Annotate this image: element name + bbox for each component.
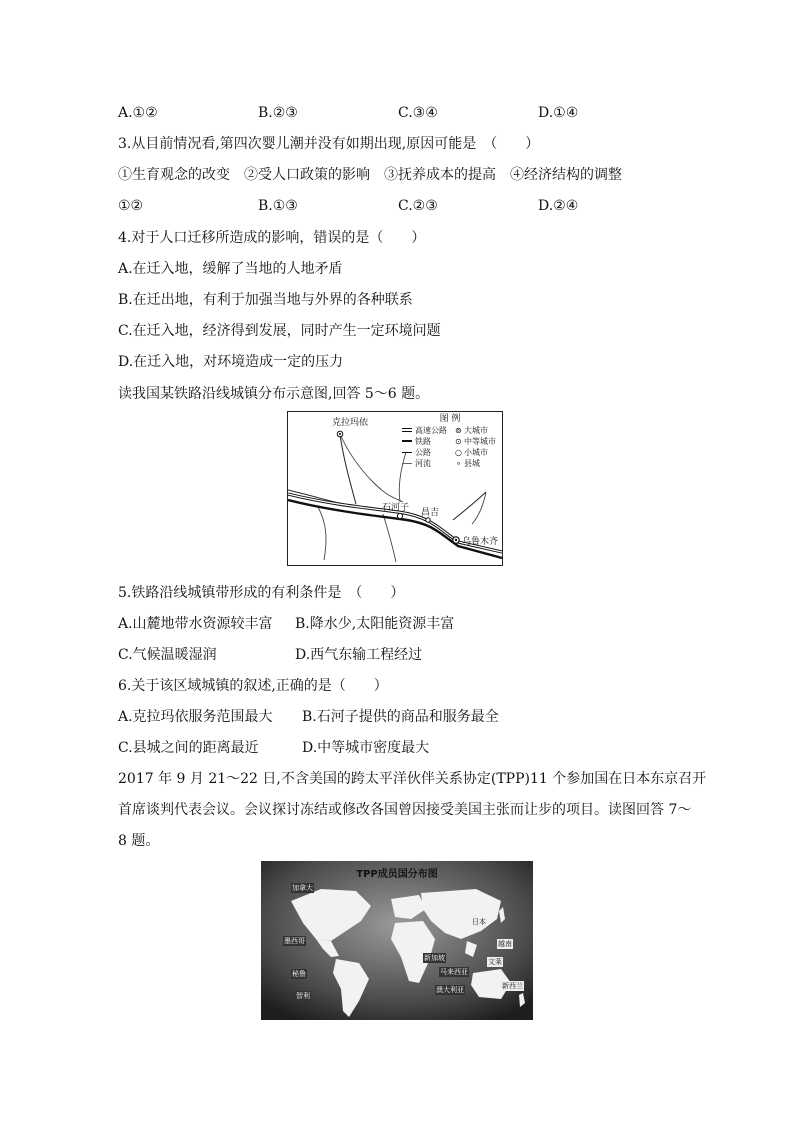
label-canada: 加拿大 bbox=[292, 884, 313, 892]
legend-highway-swatch bbox=[402, 428, 412, 432]
q4-option-c: C.在迁入地，经济得到发展，同时产生一定环境问题 bbox=[118, 323, 441, 339]
river-line bbox=[318, 507, 326, 560]
map-legend bbox=[400, 414, 500, 469]
q3-option-b: B.①③ bbox=[258, 198, 298, 214]
q5-option-c: C.气候温暖湿润 bbox=[118, 647, 217, 663]
legend-title: 图 例 bbox=[439, 414, 461, 424]
q3-items: ①生育观念的改变 ②受人口政策的影响 ③抚养成本的提高 ④经济结构的调整 bbox=[118, 167, 622, 183]
q5-option-b: B.降水少,太阳能资源丰富 bbox=[295, 616, 455, 632]
legend-row bbox=[400, 458, 500, 469]
q3-option-c: C.②③ bbox=[398, 198, 438, 214]
q5-option-a: A.山麓地带水资源较丰富 bbox=[118, 616, 273, 632]
label-singapore: 新加坡 bbox=[424, 954, 445, 962]
big-city-symbol: ⊚ bbox=[455, 426, 462, 435]
legend-row bbox=[400, 425, 500, 436]
label-brunei: 文莱 bbox=[488, 958, 502, 966]
q2-option-a: A.①② bbox=[118, 105, 158, 121]
q2-option-c: C.③④ bbox=[398, 105, 438, 121]
q6-option-d: D.中等城市密度最大 bbox=[302, 740, 430, 756]
label-mexico: 墨西哥 bbox=[284, 937, 305, 945]
legend-small-city: 小城市 bbox=[464, 448, 488, 457]
label-malaysia: 马来西亚 bbox=[440, 968, 468, 976]
q6-option-b: B.石河子提供的商品和服务最全 bbox=[302, 709, 499, 725]
label-changji: 昌吉 bbox=[421, 508, 440, 518]
railway-town-map bbox=[287, 411, 503, 566]
q5-stem: 5.铁路沿线城镇带形成的有利条件是 （ ） bbox=[118, 585, 405, 601]
legend-row bbox=[400, 436, 500, 447]
changji-marker bbox=[426, 518, 430, 522]
q2-option-d: D.①④ bbox=[538, 105, 579, 121]
legend-medium-city: 中等城市 bbox=[464, 437, 496, 446]
q6-option-a: A.克拉玛依服务范围最大 bbox=[118, 709, 273, 725]
label-peru: 秘鲁 bbox=[292, 970, 306, 978]
label-urumqi: 乌鲁木齐 bbox=[462, 537, 499, 547]
legend-road: 公路 bbox=[415, 448, 431, 457]
label-kelamayi: 克拉玛依 bbox=[332, 418, 369, 428]
q6-option-c: C.县城之间的距离最近 bbox=[118, 740, 259, 756]
q4-option-d: D.在迁入地，对环境造成一定的压力 bbox=[118, 354, 344, 370]
medium-city-symbol: ⊙ bbox=[455, 437, 462, 446]
q6-stem: 6.关于该区域城镇的叙述,正确的是（ ） bbox=[118, 678, 388, 694]
kelamayi-marker-dot bbox=[339, 433, 341, 435]
label-shihezi: 石河子 bbox=[382, 503, 410, 513]
shihezi-marker bbox=[397, 513, 402, 518]
tpp-map-title: TPP成员国分布图 bbox=[356, 869, 438, 880]
legend-highway: 高速公路 bbox=[415, 426, 447, 435]
intro-5-6: 读我国某铁路沿线城镇分布示意图,回答 5～6 题。 bbox=[118, 386, 430, 402]
q4-stem: 4.对于人口迁移所造成的影响，错误的是（ ） bbox=[118, 230, 426, 246]
small-city-symbol: ○ bbox=[455, 448, 462, 457]
tpp-member-map bbox=[261, 861, 533, 1020]
q4-option-a: A.在迁入地，缓解了当地的人地矛盾 bbox=[118, 261, 343, 277]
river-line bbox=[383, 514, 396, 562]
road-line bbox=[453, 492, 486, 520]
legend-river-swatch bbox=[402, 463, 412, 464]
river-line bbox=[472, 492, 486, 524]
legend-river: 河流 bbox=[415, 459, 431, 468]
label-australia: 澳大利亚 bbox=[436, 986, 464, 994]
q3-option-a: ①② bbox=[118, 198, 144, 214]
q3-stem: 3.从目前情况看,第四次婴儿潮并没有如期出现,原因可能是 （ ） bbox=[118, 136, 540, 152]
legend-row bbox=[400, 447, 500, 458]
legend-road-swatch bbox=[402, 452, 412, 453]
road-line bbox=[340, 434, 356, 504]
intro-7-8-line-1: 2017 年 9 月 21～22 日,不含美国的跨太平洋伙伴关系协定(TPP)11 个参加国在日本东京召开 bbox=[118, 771, 707, 787]
q2-option-b: B.②③ bbox=[258, 105, 298, 121]
intro-7-8-line-2: 首席谈判代表会议。会议探讨冻结或修改各国曾因接受美国主张而让步的项目。读图回答 7～ bbox=[118, 802, 692, 818]
label-vietnam: 越南 bbox=[498, 940, 512, 948]
legend-railway: 铁路 bbox=[415, 437, 431, 446]
q3-option-d: D.②④ bbox=[538, 198, 579, 214]
label-new-zealand: 新西兰 bbox=[502, 982, 523, 990]
q4-option-b: B.在迁出地，有利于加强当地与外界的各种联系 bbox=[118, 292, 413, 308]
legend-big-city: 大城市 bbox=[464, 426, 488, 435]
urumqi-marker-dot bbox=[455, 539, 457, 541]
q5-option-d: D.西气东输工程经过 bbox=[295, 647, 423, 663]
legend-county-town: 县城 bbox=[464, 459, 480, 468]
label-chile: 智利 bbox=[296, 992, 310, 1000]
label-japan: 日本 bbox=[472, 918, 486, 926]
intro-7-8-line-3: 8 题。 bbox=[118, 833, 160, 849]
river-line bbox=[340, 434, 403, 502]
legend-railway-swatch bbox=[402, 440, 412, 442]
county-town-symbol: ∘ bbox=[456, 459, 462, 468]
